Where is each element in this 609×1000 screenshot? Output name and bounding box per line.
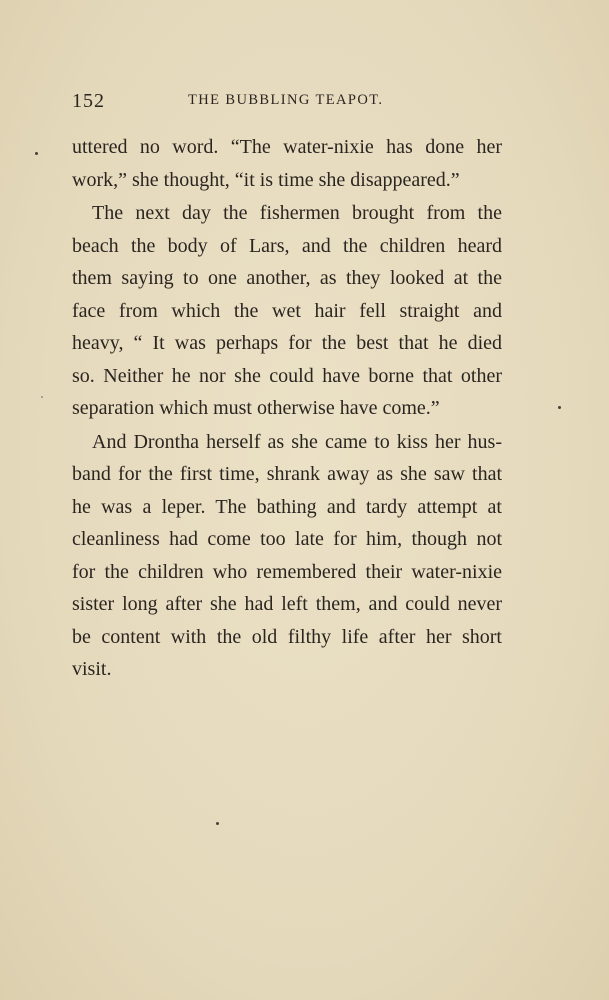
text-line: band for the first time, shrank away as she saw that bbox=[72, 463, 502, 485]
text-line: heavy, “ It was perhaps for the best that he died bbox=[72, 332, 502, 354]
running-title: THE BUBBLING TEAPOT. bbox=[188, 92, 384, 108]
text-line: face from which the wet hair fell straight and bbox=[72, 299, 502, 322]
paper-speck bbox=[41, 396, 43, 398]
page-number: 152 bbox=[72, 90, 105, 112]
text-line: cleanliness had come too late for him, though not bbox=[72, 528, 502, 550]
text-line: them saying to one another, as they looked at the bbox=[72, 267, 502, 289]
text-line: visit. bbox=[72, 658, 112, 680]
paper-speck bbox=[35, 152, 38, 155]
text-line: And Drontha herself as she came to kiss her hus- bbox=[92, 430, 502, 453]
text-line: beach the body of Lars, and the children heard bbox=[72, 234, 502, 257]
text-line: uttered no word. “The water-nixie has done her bbox=[72, 136, 502, 158]
paper-speck bbox=[216, 822, 219, 825]
text-line: so. Neither he nor she could have borne that other bbox=[72, 364, 502, 387]
text-line: sister long after she had left them, and could never bbox=[72, 593, 502, 615]
text-line: be content with the old filthy life after her short bbox=[72, 625, 502, 648]
running-head bbox=[72, 90, 502, 114]
text-line: separation which must otherwise have come.” bbox=[72, 397, 440, 419]
paper-speck bbox=[558, 406, 561, 409]
body-text bbox=[72, 131, 502, 686]
text-line: The next day the fishermen brought from the bbox=[92, 202, 502, 224]
text-line: for the children who remembered their water-nixie bbox=[72, 560, 502, 583]
text-line: work,” she thought, “it is time she disappeared.” bbox=[72, 168, 460, 191]
text-line: he was a leper. The bathing and tardy attempt at bbox=[72, 495, 502, 518]
